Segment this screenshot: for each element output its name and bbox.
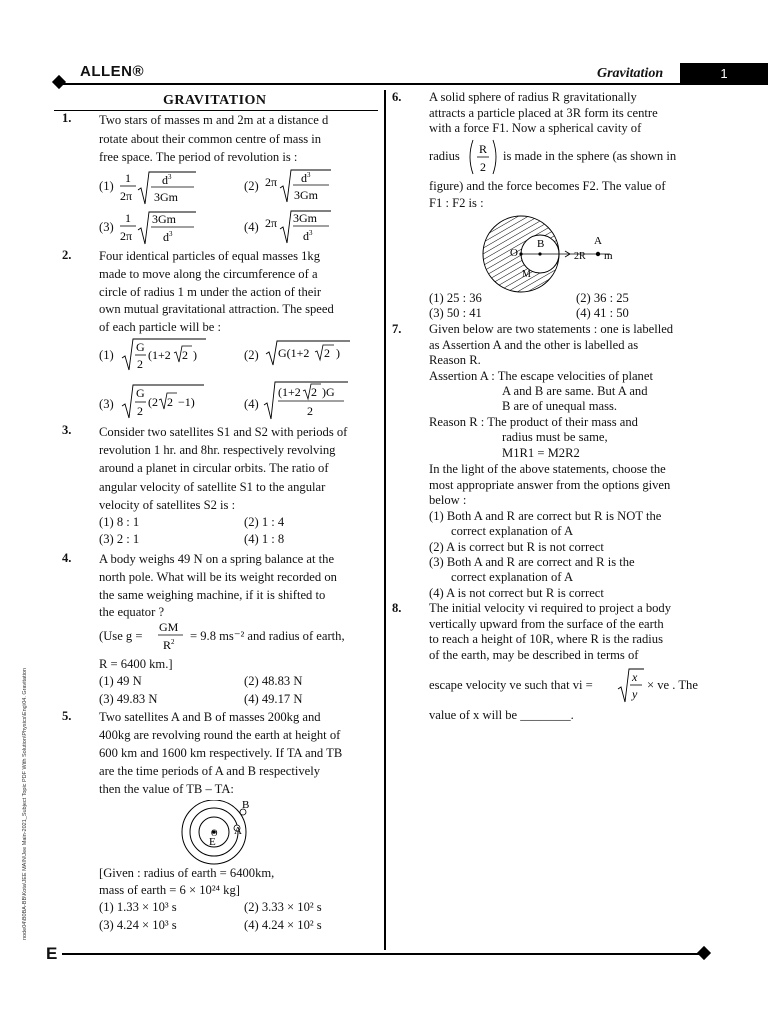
svg-text:2: 2 [182,348,188,362]
q6-text: A solid sphere of radius R gravitationally attracts a particle placed at 3R form its centre with a force F1. Now a spherical cavity of [429,90,658,136]
footer-rule [62,953,702,955]
svg-text:R: R [479,142,488,156]
q5-number: 5. [62,709,72,723]
svg-text:3Gm: 3Gm [154,190,178,204]
q6-opt1: (1) 25 : 36 [429,291,482,305]
q2-number: 2. [62,248,72,262]
svg-text:2π: 2π [265,216,278,230]
q1-opt4-formula [265,207,335,247]
q1-text: Two stars of masses m and 2m at a distance d rotate about their common centre of mass in free space. The period of revolution is : [99,113,329,164]
column-divider [384,90,386,950]
q5-text: Two satellites A and B of masses 200kg and 400kg are revolving round the earth at height of 600 km and 1600 km respectively. If TA and TB are the time periods of A and B respectively then the value of TB – TA: [99,710,343,796]
q6-number: 6. [392,90,402,104]
page-title: GRAVITATION [163,93,267,108]
q5-orbit-diagram [176,800,266,870]
q5-opt1: (1) 1.33 × 10³ s [99,900,177,914]
q6-fig-label-a: A [594,235,602,247]
svg-text:(1+2: (1+2 [148,348,171,362]
q5-fig-label-o: O [211,828,218,838]
q2-opt4-formula [262,379,352,423]
q6-opt4: (4) 41 : 50 [576,306,629,320]
header-diamond [52,75,66,89]
svg-text:2: 2 [480,160,486,174]
svg-text:G: G [136,340,145,354]
q4-opt4: (4) 49.17 N [244,692,303,706]
svg-text:G: G [136,386,145,400]
svg-text:x: x [632,670,638,684]
q7-opt3-cont: correct explanation of A [451,570,574,584]
svg-text:d3: $d^3$ [162,173,172,187]
q1-opt2-label: (2) [244,179,259,193]
q6-fig-label-b: B [537,238,545,250]
svg-text:2: 2 [167,395,173,409]
q7-number: 7. [392,322,402,336]
q4-use-pre: (Use g = [99,629,143,643]
svg-text:3Gm: 3Gm [294,188,318,202]
allen-logo: ALLEN® [80,63,145,80]
q2-opt1-formula [118,336,208,374]
svg-text:d3: $d^3$ [303,229,313,243]
q2-opt3-formula [118,382,208,422]
q6-text-2: figure) and the force becomes F2. The value of F1 : F2 is : [429,179,666,210]
q1-opt3-label: (3) [99,220,114,234]
q5-fig-label-a: A [234,825,242,837]
q7-text-2: In the light of the above statements, choose the most appropriate answer from the options given below : [429,462,671,508]
q6-opt2: (2) 36 : 25 [576,291,629,305]
q5-given-2: mass of earth = 6 × 10²⁴ kg] [99,883,240,897]
q7-assertion-3: B are of unequal mass. [502,399,618,413]
q1-opt3-formula [118,208,198,248]
q2-opt4-label: (4) [244,397,259,411]
q5-opt3: (3) 4.24 × 10³ s [99,918,177,932]
svg-text:y: y [632,687,638,701]
svg-text:2: 2 [307,404,313,418]
svg-text:3Gm: 3Gm [152,212,176,226]
q4-text: A body weighs 49 N on a spring balance at the north pole. What will be its weight recorded on the same weighing machine, if it is shifted to the equator ? [99,552,337,620]
q6-fig-label-2r: 2R [574,251,586,262]
q4-use-post: = 9.8 ms⁻² and radius of earth, [190,629,345,643]
q6-fig-label-o: O [510,247,518,259]
q4-opt1: (1) 49 N [99,674,142,688]
q4-opt3: (3) 49.83 N [99,692,158,706]
q6-cavity-diagram [480,215,650,295]
q5-fig-label-b: B [242,800,250,811]
q8-text: The initial velocity vi required to project a body vertically upward from the surface of the earth to reach a height of 10R, where R is the radius of the earth, may be described in terms of [429,601,672,662]
q3-opt2: (2) 1 : 4 [244,515,285,529]
header-rule [60,83,680,85]
page-number: 1 [680,63,768,85]
q7-assertion-2: A and B are same. But A and [502,384,648,398]
q7-reason-2: radius must be same, [502,430,608,444]
q2-text: Four identical particles of equal masses 1kg made to move along the circumference of a circle of radius 1 m under the action of their own mutual gravitational attraction. The speed of each particle will be : [99,249,334,335]
q6-fig-label-big-m: M [522,269,531,280]
q6-radius-post: is made in the sphere (as shown in [503,149,677,163]
side-path-text: node04\B0BA-BB\Kota\JEE MAIN\Jee Main-2021_Subject Topic PDF With Solution\Physics\Eng\04. Gravitation [22,668,28,940]
q1-opt1-label: (1) [99,179,114,193]
q5-fig-label-e: E [209,836,216,848]
q2-opt3-label: (3) [99,397,114,411]
q7-opt3: (3) Both A and R are correct and R is the [429,555,635,569]
q7-text: Given below are two statements : one is labelled as Assertion A and the other is labelled as Reason R. [429,322,674,368]
q8-escape-pre: escape velocity ve such that vi = [429,678,593,692]
q4-opt2: (2) 48.83 N [244,674,303,688]
q7-reason-3: M1R1 = M2R2 [502,446,580,460]
q3-opt4: (4) 1 : 8 [244,532,285,546]
q7-reason-1: Reason R : The product of their mass and [429,415,638,429]
svg-text:(1+2: (1+2 [278,385,301,399]
q8-escape-post: × ve . The [647,678,698,692]
q4-r-line: R = 6400 km.] [99,657,173,671]
svg-text:1: 1 [125,171,131,185]
q3-number: 3. [62,423,72,437]
q8-sqrt-x-over-y [616,666,646,706]
svg-text:d3: $d^3$ [301,171,311,185]
q1-number: 1. [62,111,72,125]
svg-text:1: 1 [125,211,131,225]
svg-text:2: 2 [137,404,143,418]
svg-text:): ) [193,348,197,362]
svg-text:2: 2 [324,346,330,360]
svg-text:(2: (2 [148,395,158,409]
footer-letter: E [46,944,58,963]
q7-opt1-cont: correct explanation of A [451,524,574,538]
q6-r-by-2 [466,138,500,178]
q7-opt1: (1) Both A and R are correct but R is NOT the [429,509,662,523]
svg-text:2: 2 [311,385,317,399]
q3-opt3: (3) 2 : 1 [99,532,140,546]
q7-assertion-1: Assertion A : The escape velocities of planet [429,369,653,383]
q5-opt4: (4) 4.24 × 10² s [244,918,322,932]
svg-text:2π: 2π [120,189,133,203]
svg-text:2π: 2π [265,175,278,189]
q7-opt4: (4) A is not correct but R is correct [429,586,604,600]
q2-opt1-label: (1) [99,348,114,362]
footer-diamond [697,946,711,960]
svg-text:G(1+2: G(1+2 [278,346,310,360]
q8-number: 8. [392,601,402,615]
q6-fig-label-m: m [604,250,613,262]
q1-opt2-formula [265,166,335,206]
q8-last-line: value of x will be ________. [429,708,574,722]
q3-opt1: (1) 8 : 1 [99,515,140,529]
svg-text:GM: GM [159,620,179,634]
q6-radius-pre: radius [429,149,460,163]
q5-given-1: [Given : radius of earth = 6400km, [99,866,275,880]
svg-text:d3: $d^3$ [163,230,173,244]
svg-text:3Gm: 3Gm [293,211,317,225]
topic-title: Gravitation [597,66,664,81]
q5-opt2: (2) 3.33 × 10² s [244,900,322,914]
svg-text:2π: 2π [120,229,133,243]
svg-text:2: 2 [137,357,143,371]
q1-opt4-label: (4) [244,220,259,234]
q1-opt1-formula [118,168,198,208]
q2-opt2-label: (2) [244,348,259,362]
svg-text:): ) [336,346,340,360]
q2-opt2-formula [264,338,354,368]
svg-text:R2: $R^2$ [163,638,175,652]
q4-gm-fraction [157,618,187,654]
svg-text:−1): −1) [178,395,195,409]
q4-number: 4. [62,551,72,565]
q7-opt2: (2) A is correct but R is not correct [429,540,604,554]
q6-opt3: (3) 50 : 41 [429,306,482,320]
svg-text:)G: )G [322,385,335,399]
q3-text: Consider two satellites S1 and S2 with periods of revolution 1 hr. and 8hr. respectively revolving around a planet in circular orbits. The ratio of angular velocity of satellite S1 to the angular velocity of satellites S2 is : [99,425,348,512]
